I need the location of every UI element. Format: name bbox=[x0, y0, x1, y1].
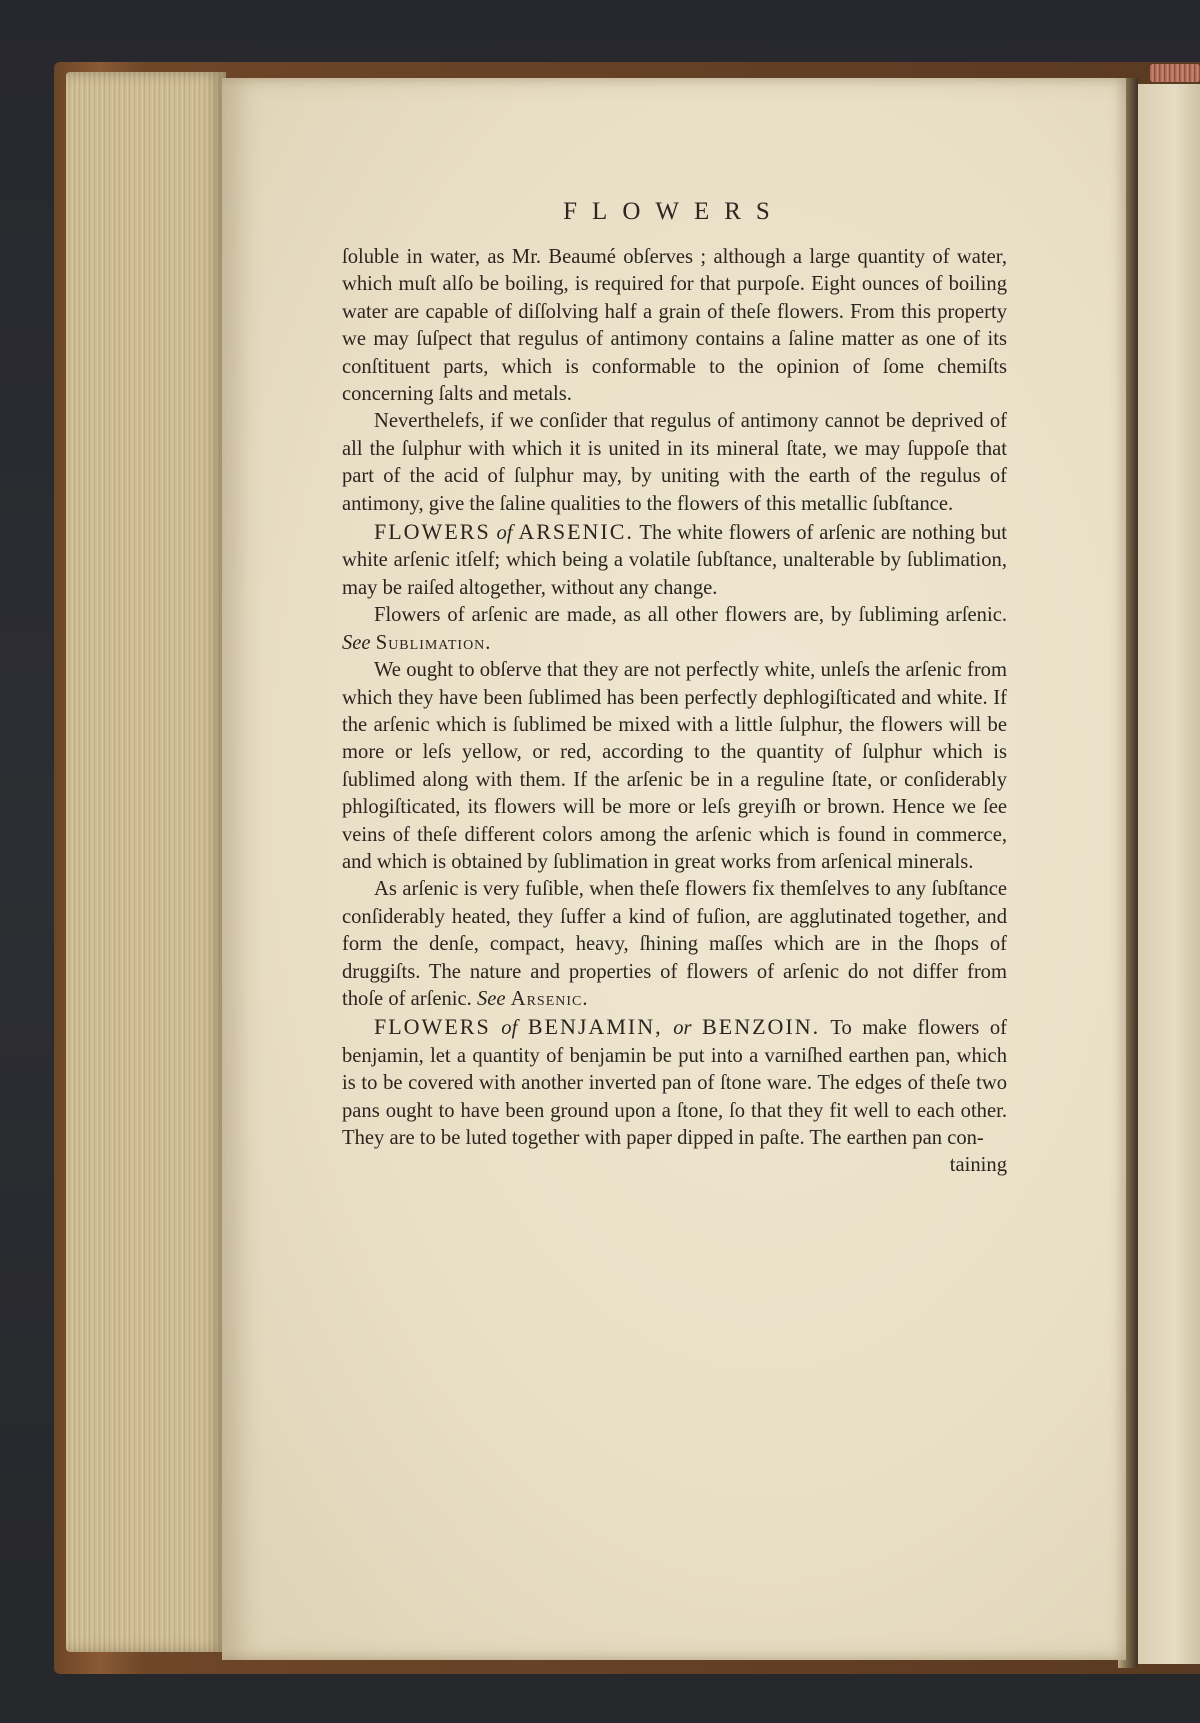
paragraph-4-text: Flowers of arſenic are made, as all other flowers are, by ſubliming arſenic. bbox=[374, 604, 1007, 627]
text-block bbox=[342, 244, 1007, 1180]
see-label: See bbox=[342, 631, 371, 654]
entry-heading-of: of bbox=[496, 522, 513, 545]
cross-reference-arsenic: Arsenic. bbox=[510, 987, 589, 1010]
facing-page bbox=[1136, 84, 1200, 1664]
entry-heading-of: of bbox=[501, 1017, 518, 1040]
headband bbox=[1150, 64, 1200, 82]
entry-heading-benzoin: BENZOIN. bbox=[702, 1014, 821, 1040]
paragraph-4 bbox=[342, 602, 1007, 657]
entry-heading-benjamin: BENJAMIN, bbox=[527, 1014, 663, 1040]
entry-heading-flowers: FLOWERS bbox=[374, 1014, 491, 1040]
entry-heading-flowers: FLOWERS bbox=[374, 519, 491, 545]
paragraph-1-text: ſoluble in water, as Mr. Beaumé obſerves ; although a large quantity of water, which muſt alſo be boiling, is required for that purpoſe. Eight ounces of boiling water are capable of diſſolving half a grain of theſe flowers. From this property we may ſuſpect that regulus of antimony contains a ſaline matter as one of its conſtituent parts, which is conformable to the opinion of ſome chemiſts concerning ſalts and metals. bbox=[342, 246, 1007, 406]
paragraph-1 bbox=[342, 244, 1007, 408]
entry-heading-or: or bbox=[673, 1017, 692, 1040]
paragraph-5 bbox=[342, 657, 1007, 876]
catchword: taining bbox=[949, 1154, 1007, 1177]
entry-benjamin-text: To make flowers of benjamin, let a quantity of benjamin be put into a varniſhed earthen pan, which is to be covered with another inverted pan of ſtone ware. The edges of theſe two pans ought to have been ground upon a ſtone, ſo that they fit well to each other. They are to be luted together with paper dipped in paſte. The earthen pan con- bbox=[342, 1017, 1007, 1149]
paragraph-6-text: As arſenic is very fuſible, when theſe flowers fix themſelves to any ſubſtance conſiderably heated, they ſuffer a kind of fuſion, are agglutinated together, and form the denſe, compact, heavy, ſhining maſſes which are in the ſhops of druggiſts. The nature and properties of flowers of arſenic do not differ from thoſe of arſenic. bbox=[342, 878, 1007, 1010]
cross-reference-sublimation: Sublimation. bbox=[375, 631, 492, 654]
paragraph-6 bbox=[342, 876, 1007, 1013]
entry-arsenic-text: The white flowers of arſenic are nothing but white arſenic itſelf; which being a volatile ſubſtance, unalterable by ſublimation, may be raiſed altogether, without any change. bbox=[342, 522, 1007, 599]
see-label: See bbox=[476, 987, 506, 1010]
paragraph-2-text: Neverthelefs, if we conſider that regulus of antimony cannot be deprived of all the ſulphur with which it is united in its mineral ſtate, we may ſuppoſe that part of the acid of ſulphur may, by uniting with the earth of the regulus of antimony, give the ſaline qualities to the flowers of this metallic ſubſtance. bbox=[342, 410, 1007, 515]
running-head: FLOWERS bbox=[563, 198, 785, 225]
entry-benjamin bbox=[342, 1013, 1007, 1152]
entry-arsenic bbox=[342, 518, 1007, 602]
entry-heading-arsenic: ARSENIC. bbox=[518, 519, 634, 545]
page-edges bbox=[66, 72, 226, 1652]
paragraph-2 bbox=[342, 408, 1007, 518]
paragraph-5-text: We ought to obſerve that they are not perfectly white, unleſs the arſenic from which they have been ſublimed has been perfectly dephlogiſticated and white. If the arſenic which is ſublimed be mixed with a little ſulphur, the flowers will be more or leſs yellow, or red, according to the quantity of ſulphur which is ſublimed along with them. If the arſenic be in a reguline ſtate, or conſiderably phlogiſticated, its flowers will be more or leſs greyiſh or brown. Hence we ſee veins of theſe different colors among the arſenic which is found in commerce, and which is obtained by ſublimation in great works from arſenical minerals. bbox=[342, 659, 1007, 873]
